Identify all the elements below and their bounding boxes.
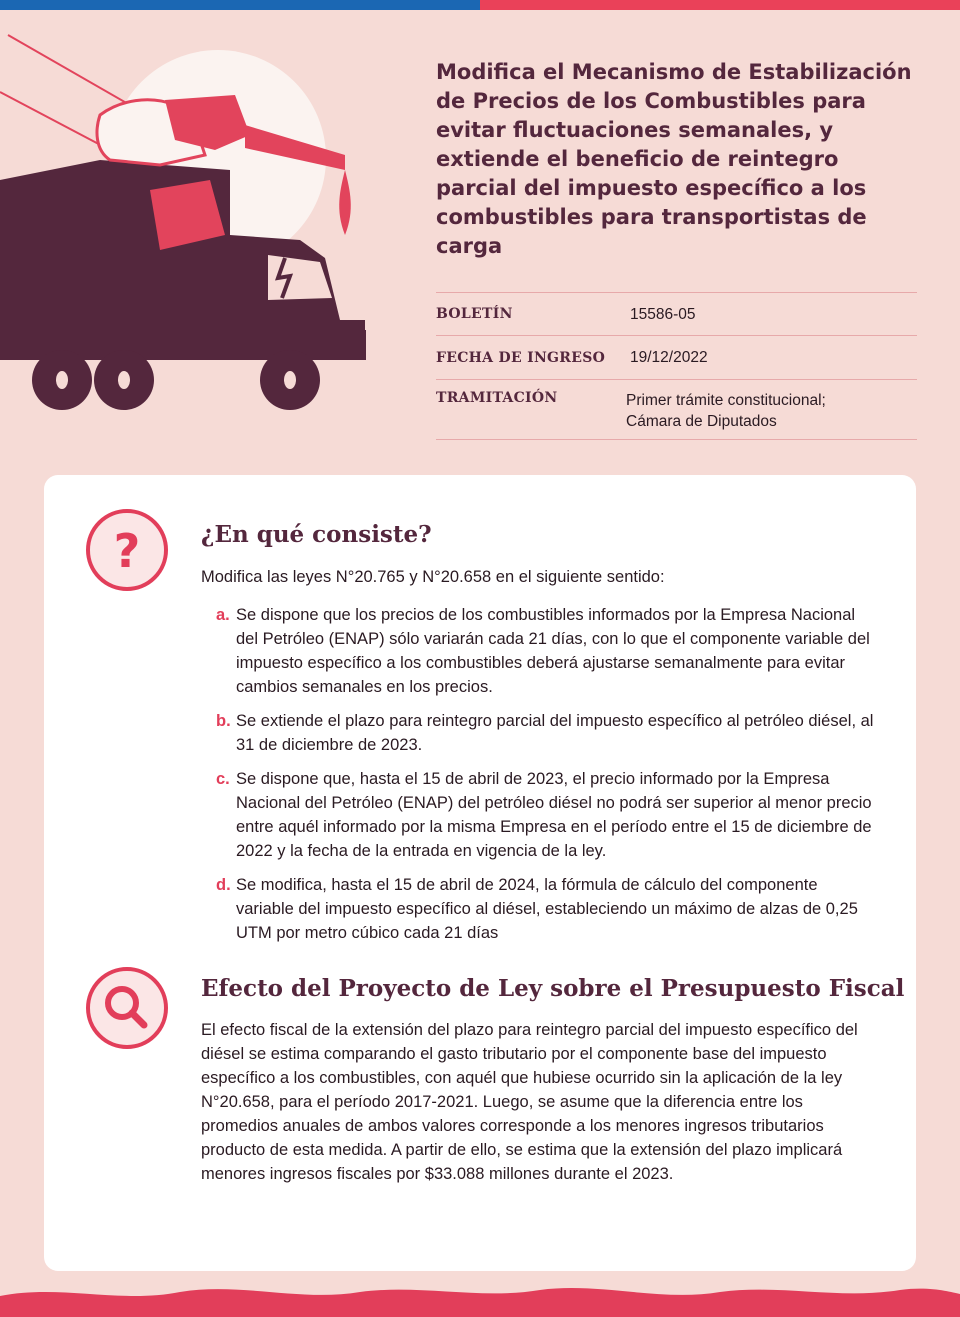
top-bar-red-segment	[480, 0, 960, 10]
list-item-letter: d.	[216, 876, 231, 894]
meta-value-fecha: 19/12/2022	[630, 349, 708, 366]
content-card	[44, 475, 916, 1271]
list-item-text: Se modifica, hasta el 15 de abril de 2024, la fórmula de cálculo del componente variable del impuesto específico al diésel, estableciendo un máximo de alzas de 0,25 UTM por metro cúbico cada 21 días	[236, 876, 858, 942]
list-item-letter: c.	[216, 770, 230, 788]
section-title-efecto: Efecto del Proyecto de Ley sobre el Presupuesto Fiscal	[201, 975, 905, 1002]
meta-row-boletin	[436, 292, 917, 335]
meta-value-tramitacion-line2: Cámara de Diputados	[626, 413, 777, 430]
list-item-text: Se dispone que los precios de los combustibles informados por la Empresa Nacional del Petróleo (ENAP) sólo variarán cada 21 días, con lo que el componente variable del impuesto específico a los combustibles deberá ajustarse semanalmente para evitar cambios semanales en los precios.	[236, 606, 870, 696]
list-item	[216, 603, 876, 699]
meta-label-fecha: FECHA DE INGRESO	[436, 349, 606, 366]
meta-value-tramitacion-line1: Primer trámite constitucional;	[626, 392, 826, 409]
top-color-bar	[0, 0, 960, 10]
question-mark-icon	[84, 507, 170, 593]
bottom-wave-decoration	[0, 1280, 960, 1317]
list-item	[216, 873, 876, 945]
list-item-letter: a.	[216, 606, 230, 624]
top-bar-blue-segment	[0, 0, 480, 10]
list-item-text: Se dispone que, hasta el 15 de abril de 2023, el precio informado por la Empresa Nacional del Petróleo (ENAP) del petróleo diésel no podrá ser superior al menor precio entre aquél informado por la misma Empresa en el período entre el 15 de diciembre de 2022 y la fecha de la entrada en vigencia de la ley.	[236, 770, 872, 860]
list-item-text: Se extiende el plazo para reintegro parcial del impuesto específico al petróleo diésel, al 31 de diciembre de 2023.	[236, 712, 874, 754]
meta-row-tramitacion	[436, 379, 917, 440]
meta-label-tramitacion: TRAMITACIÓN	[436, 390, 558, 406]
list-item-letter: b.	[216, 712, 231, 730]
meta-row-fecha	[436, 335, 917, 379]
list-item	[216, 709, 876, 757]
meta-value-tramitacion	[626, 390, 826, 432]
svg-text:?: ?	[113, 524, 141, 578]
meta-label-boletin: BOLETÍN	[436, 306, 513, 322]
bill-metadata-table	[436, 292, 917, 440]
section-body-efecto: El efecto fiscal de la extensión del plazo para reintegro parcial del impuesto específico del diésel se estima comparando el gasto tributario por el componente base del impuesto específico a los combustibles, con aquél que hubiese ocurrido sin la aplicación de la ley N°20.658, para el período 2017-2021. Luego, se asume que la diferencia entre los promedios anuales de ambos valores corresponde a los menores ingresos tributarios producto de esta medida. A partir de ello, se estima que la extensión del plazo implicará menores ingresos fiscales por $33.088 millones durante el 2023.	[201, 1021, 858, 1183]
section-intro: Modifica las leyes N°20.765 y N°20.658 en el siguiente sentido:	[201, 568, 665, 586]
list-item	[216, 767, 876, 863]
document-title: Modifica el Mecanismo de Estabilización de Precios de los Combustibles para evitar fluctuaciones semanales, y extiende el beneficio de reintegro parcial del impuesto específico a los combustibles para transportistas de carga	[436, 60, 912, 258]
fuel-truck-illustration	[0, 30, 380, 420]
measures-list	[216, 603, 876, 955]
magnifier-icon	[84, 965, 170, 1051]
section-title-consiste: ¿En qué consiste?	[201, 521, 432, 548]
meta-value-boletin: 15586-05	[630, 305, 696, 323]
